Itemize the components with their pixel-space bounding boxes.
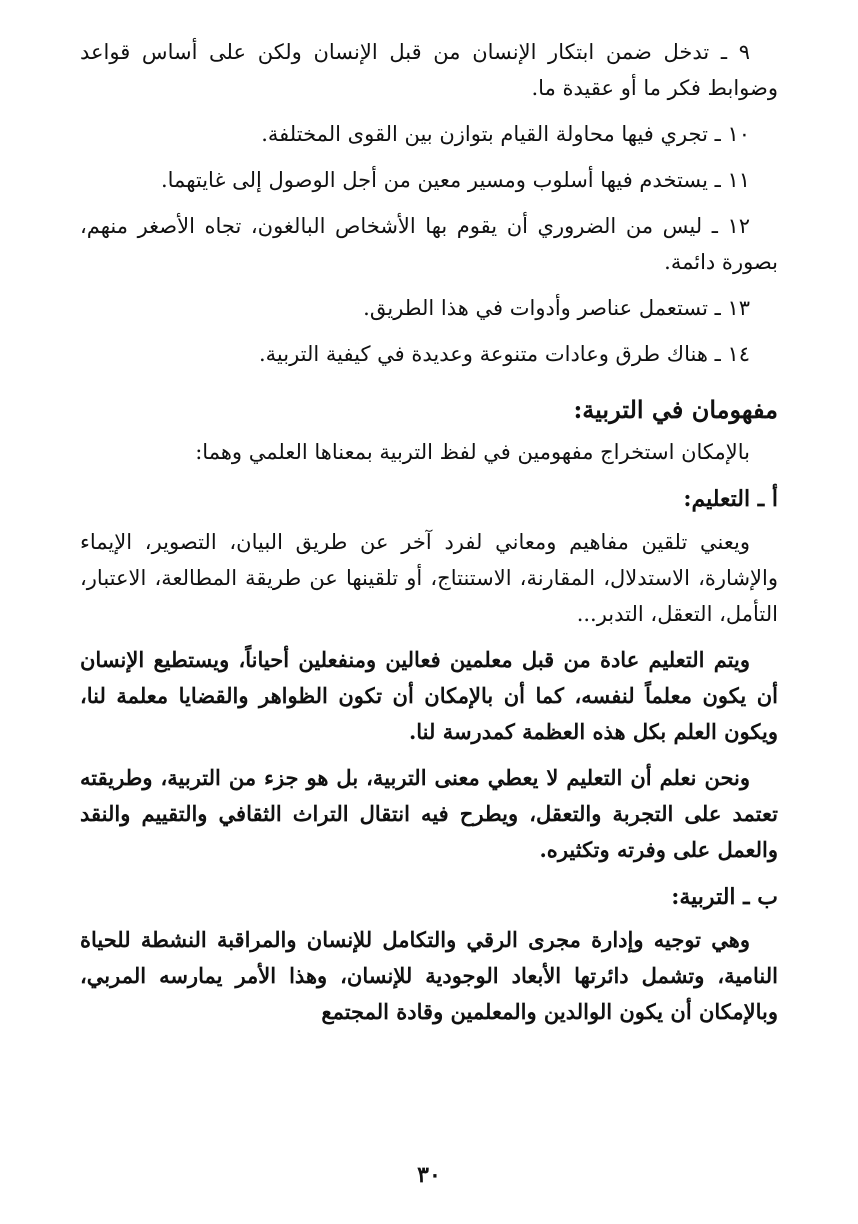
part-b-paragraph: وهي توجيه وإدارة مجرى الرقي والتكامل للإنسان والمراقبة النشطة للحياة النامية، وتشمل دائرتها الأبعاد الوجودية للإنسان، وهذا الأمر يمارسه المربي، وبالإمكان أن يكون الوالدين والمعلمين وقادة المجتمع [80, 927, 778, 1024]
part-b-heading: ب ـ التربية: [671, 884, 778, 910]
list-item-10: ١٠ ـ تجري فيها محاولة القيام بتوازن بين القوى المختلفة. [261, 122, 750, 146]
section-heading: مفهومان في التربية: [573, 395, 778, 424]
page-body [80, 34, 778, 1040]
part-a-paragraph: ونحن نعلم أن التعليم لا يعطي معنى التربية، بل هو جزء من التربية، وطريقته تعتمد على التجربة والتعقل، ويطرح فيه انتقال التراث الثقافي والتقييم والنقد والعمل على وفرته وتكثيره. [80, 765, 778, 862]
list-item-14: ١٤ ـ هناك طرق وعادات متنوعة وعديدة في كيفية التربية. [258, 342, 750, 366]
part-a-paragraph: ويعني تلقين مفاهيم ومعاني لفرد آخر عن طريق البيان، التصوير، الإيماء والإشارة، الاستدلال، المقارنة، الاستنتاج، أو تلقينها عن طريقة المطالعة، الاعتبار، التأمل، التعقل، التدبر... [80, 530, 778, 626]
part-a-heading: أ ـ التعليم: [683, 486, 778, 512]
list-item-11: ١١ ـ يستخدم فيها أسلوب ومسير معين من أجل الوصول إلى غايتهما. [160, 168, 750, 192]
page-number: ٣٠ [417, 1162, 441, 1188]
list-item-12: ١٢ ـ ليس من الضروري أن يقوم بها الأشخاص البالغون، تجاه الأصغر منهم، بصورة دائمة. [80, 214, 778, 274]
section-intro: بالإمكان استخراج مفهومين في لفظ التربية بمعناها العلمي وهما: [195, 440, 750, 464]
list-item-9: ٩ ـ تدخل ضمن ابتكار الإنسان من قبل الإنسان ولكن على أساس قواعد وضوابط فكر ما أو عقيدة ما. [80, 40, 778, 100]
list-item-13: ١٣ ـ تستعمل عناصر وأدوات في هذا الطريق. [363, 296, 750, 320]
part-a-paragraph: ويتم التعليم عادة من قبل معلمين فعالين ومنفعلين أحياناً، ويستطيع الإنسان أن يكون معلماً لنفسه، كما أن بالإمكان أن تكون الظواهر والقضايا معلمة لنا، ويكون العلم بكل هذه العظمة كمدرسة لنا. [80, 647, 778, 744]
